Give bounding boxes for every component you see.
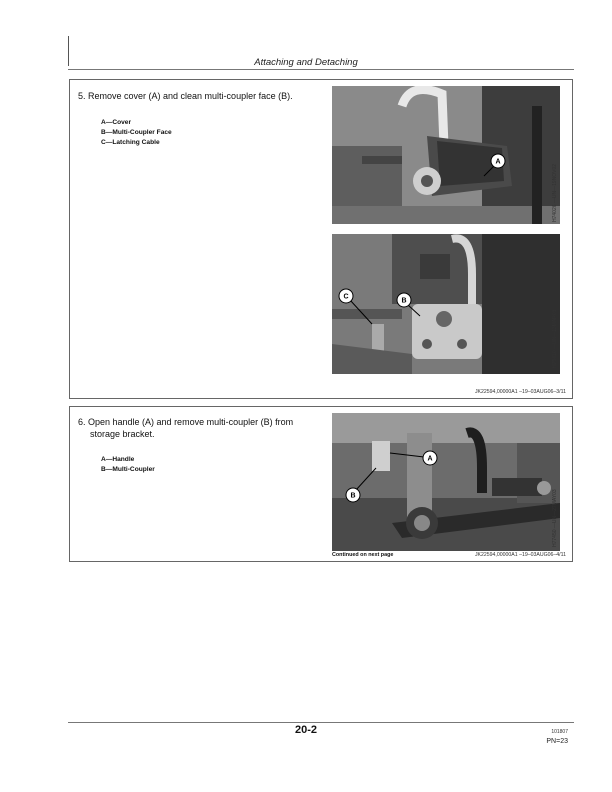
reference-code: JK22594,00000A1 –19–03AUG06–3/11 [474,389,566,395]
footer-date: 101807 [551,729,568,735]
continued-note: Continued on next page [332,552,394,558]
callout-a: A [495,158,501,166]
photo-cover-code: H74026 —UN—19NOV02 [552,163,558,222]
photo-storage-bracket [332,413,560,551]
header-rule [68,69,574,70]
photo-coupler-face [332,234,560,374]
page-number: 20-2 [294,724,318,736]
step-6-block [69,406,573,562]
legend-item: B—Multi-Coupler [101,466,155,473]
callout-b: B [350,492,356,500]
step-5-legend [101,118,172,148]
legend-item: C—Latching Cable [101,139,160,146]
callout-a: A [427,455,433,463]
legend-item: A—Handle [101,456,135,463]
legend-item: A—Cover [101,119,132,126]
callout-c: C [343,293,349,301]
footer-pn: PN=23 [546,738,568,745]
reference-code: JK22594,00000A1 –19–03AUG06–4/11 [474,552,566,558]
legend-item: B—Multi-Coupler Face [101,129,172,136]
step-6-legend [101,455,155,475]
callout-b: B [401,297,407,305]
step-5-text: 5. Remove cover (A) and clean multi-coupler face (B). [78,91,293,101]
step-6-text: 6. Open handle (A) and remove multi-coupler (B) from storage bracket. [78,417,294,439]
step-5-block [69,79,573,399]
photo-cover [332,86,560,224]
footer-rule [68,722,574,723]
page-header: Attaching and Detaching [254,57,358,68]
photo-storage-bracket-code: H77450 —UN—27MAY03 [552,489,558,547]
photo-coupler-face-code: H75410 —UN—13MAR03 [552,309,558,368]
